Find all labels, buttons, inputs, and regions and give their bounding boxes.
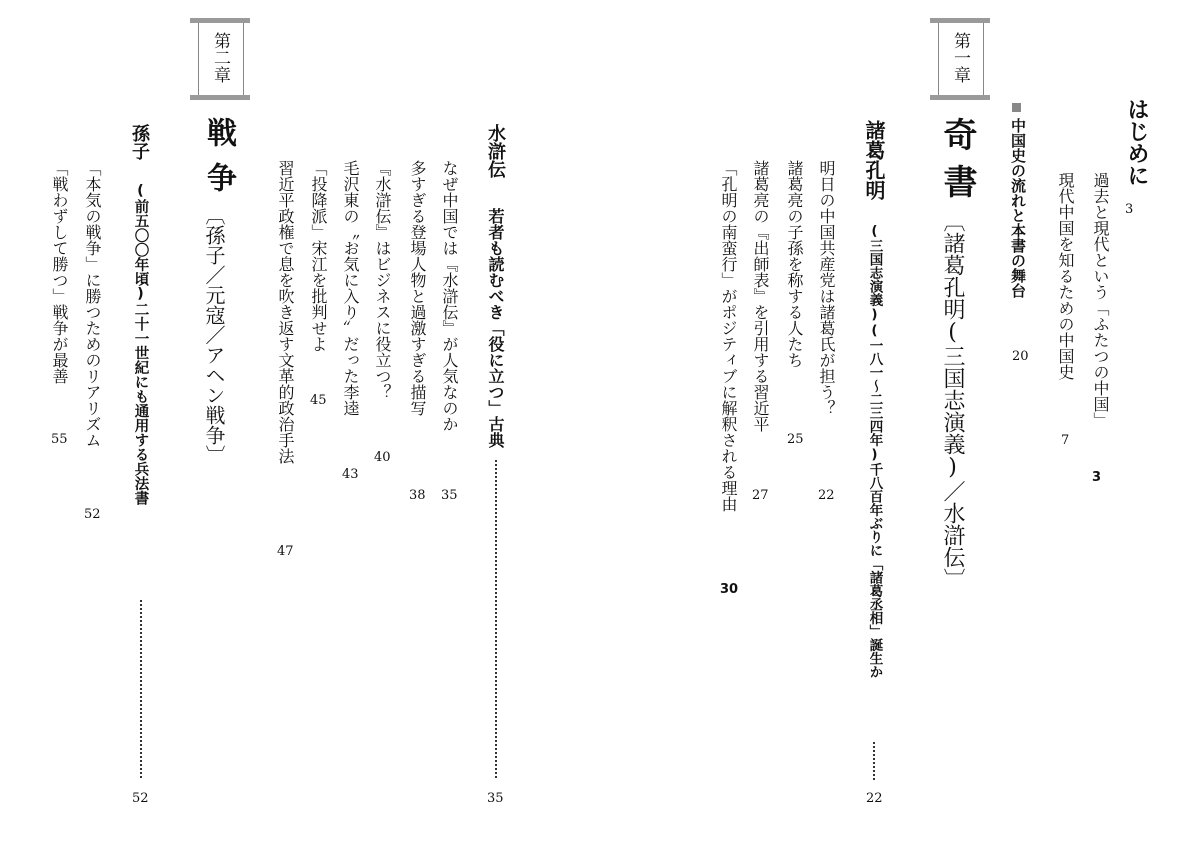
toc-page-ch1-8: 43: [342, 467, 359, 482]
chapter2-subtitle: 〔孫子／元寇／アヘン戦争〕: [202, 205, 226, 465]
toc-entry-ch1-1[interactable]: 明日の中国共産党は諸葛氏が担う？: [817, 160, 836, 416]
toc-entry-ch2-2[interactable]: 「戦わずして勝つ」戦争が最善: [50, 160, 69, 384]
toc-entry-ch1-9[interactable]: 「投降派」宋江を批判せよ: [309, 160, 328, 352]
toc-entry-ch1-6[interactable]: 多すぎる登場人物と過激すぎる描写: [408, 160, 427, 416]
toc-entry-ch1-7[interactable]: 『水滸伝』はビジネスに役立つ？: [373, 160, 392, 400]
toc-page-ch1-9: 45: [310, 393, 327, 408]
toc-page-ch1-1: 22: [818, 488, 835, 503]
ch1-sec1-meta: (三国志演義)(一八一～二三四年)千八百年ぶりに「諸葛丞相」誕生か: [866, 223, 883, 679]
toc-entry-ch1-4[interactable]: 「孔明の南蛮行」がポジティブに解釈される理由: [719, 160, 738, 512]
front-note-page: 20: [1012, 349, 1029, 364]
chapter2-title-char1: 戦: [201, 117, 236, 147]
chapter1-label-bar-bottom: [930, 95, 990, 100]
chapter1-title-char1: 奇: [937, 117, 977, 151]
toc-page-front-1: 3: [1092, 470, 1102, 485]
ch1-sec1-leader: [873, 742, 875, 780]
chapter1-label: 第一章: [950, 32, 970, 83]
toc-page-ch1-2: 25: [787, 432, 804, 447]
front-title-page: 3: [1125, 202, 1134, 217]
ch2-sec1-leader: [140, 600, 142, 778]
chapter2-label: 第二章: [210, 32, 230, 83]
ch2-sec1-page: 52: [132, 791, 149, 806]
front-note[interactable]: 中国史の流れと本書の舞台: [1009, 118, 1027, 298]
toc-entry-ch1-2[interactable]: 諸葛亮の子孫を称する人たち: [785, 160, 804, 368]
toc-page-ch1-7: 40: [374, 450, 391, 465]
ch1-sec2-meta: 若者も読むべき「役に立つ」古典: [486, 208, 505, 448]
toc-page-front-2: 7: [1061, 433, 1070, 448]
note-square-icon: [1012, 103, 1021, 112]
chapter2-title-char2: 争: [201, 162, 236, 192]
ch1-sec1-page: 22: [866, 791, 883, 806]
toc-entry-front-1[interactable]: 過去と現代という「ふたつの中国」: [1091, 172, 1110, 428]
toc-page-ch1-5: 35: [441, 488, 458, 503]
toc-entry-ch2-1[interactable]: 「本気の戦争」に勝つためのリアリズム: [83, 160, 102, 448]
chapter1-title-char2: 書: [937, 164, 977, 198]
toc-page-ch1-6: 38: [409, 488, 426, 503]
toc-entry-ch1-5[interactable]: なぜ中国では『水滸伝』が人気なのか: [440, 160, 459, 432]
chapter2-label-bar-bottom: [190, 95, 250, 100]
toc-entry-ch1-8[interactable]: 毛沢東の〝お気に入り〟だった李逵: [341, 160, 360, 416]
chapter1-subtitle: 〔諸葛孔明(三国志演義)／水滸伝〕: [940, 210, 965, 590]
ch1-sec2-page: 35: [487, 791, 504, 806]
ch2-sec1-meta: (前五〇〇年頃)二十一世紀にも通用する兵法書: [132, 183, 149, 505]
toc-entry-ch1-3[interactable]: 諸葛亮の『出師表』を引用する習近平: [751, 160, 770, 432]
toc-page-ch1-10: 47: [277, 544, 294, 559]
toc-page-ch1-3: 27: [752, 488, 769, 503]
ch1-sec2-heading[interactable]: 水滸伝: [485, 124, 506, 178]
toc-page-ch1-4: 30: [720, 582, 739, 597]
ch1-sec1-heading[interactable]: 諸葛孔明: [862, 120, 886, 200]
toc-entry-front-2[interactable]: 現代中国を知るための中国史: [1056, 172, 1075, 380]
ch2-sec1-heading[interactable]: 孫子: [129, 124, 150, 160]
front-title: はじめに: [1124, 98, 1149, 186]
ch1-sec2-leader: [495, 460, 497, 778]
toc-page-ch2-1: 52: [84, 507, 101, 522]
toc-entry-ch1-10[interactable]: 習近平政権で息を吹き返す文革的政治手法: [276, 160, 295, 464]
toc-page-ch2-2: 55: [51, 432, 68, 447]
